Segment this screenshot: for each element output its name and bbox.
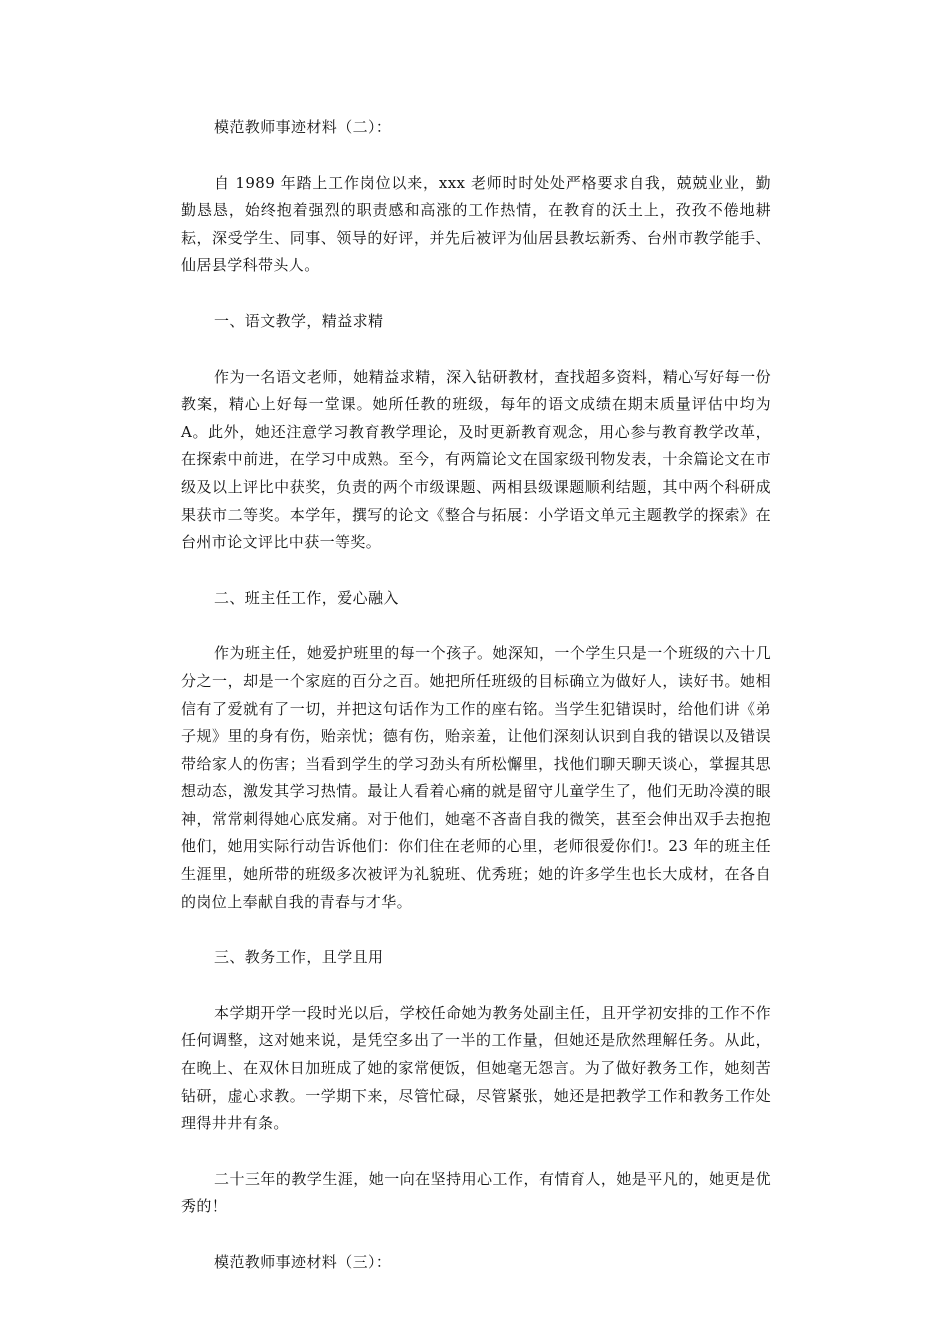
- class-teacher-paragraph: 作为班主任，她爱护班里的每一个孩子。她深知，一个学生只是一个班级的六十几分之一，却是一个家庭的百分之百。她把所任班级的目标确立为做好人，读好书。她相信有了爱就有了一切，并把这句话作为工作的座右铭。当学生犯错误时，给他们讲《弟子规》里的身有伤，贻亲忧；德有伤，贻亲羞，让他们深刻认识到自我的错误以及错误带给家人的伤害；当看到学生的学习劲头有所松懈里，找他们聊天聊天谈心，掌握其思想动态，激发其学习热情。最让人看着心痛的就是留守儿童学生了，他们无助冷漠的眼神，常常刺得她心底发痛。对于他们，她毫不吝啬自我的微笑，甚至会伸出双手去抱抱他们，她用实际行动告诉他们：你们住在老师的心里，老师很爱你们!。23 年的班主任生涯里，她所带的班级多次被评为礼貌班、优秀班；她的许多学生也长大成材，在各自的岗位上奉献自我的青春与才华。: [181, 644, 771, 911]
- academic-affairs-paragraph: 本学期开学一段时光以后，学校任命她为教务处副主任，且开学初安排的工作不作任何调整，这对她来说，是凭空多出了一半的工作量，但她还是欣然理解任务。从此，在晚上、在双休日加班成了她的家常便饭，但她毫无怨言。为了做好教务工作，她刻苦钻研，虚心求教。一学期下来，尽管忙碌，尽管紧张，她还是把教学工作和教务工作处理得井井有条。: [181, 1003, 771, 1133]
- section-title-material-two: 模范教师事迹材料（二）：: [214, 118, 392, 136]
- section-heading-academic-affairs: 三、教务工作，且学且用: [214, 948, 384, 967]
- closing-paragraph: 二十三年的教学生涯，她一向在坚持用心工作，有情育人，她是平凡的，她更是优秀的！: [181, 1169, 771, 1216]
- section-title-material-three: 模范教师事迹材料（三）：: [214, 1253, 392, 1271]
- document-body: [181, 114, 771, 1305]
- section-heading-chinese-teaching: 一、语文教学，精益求精: [214, 311, 384, 330]
- chinese-teaching-paragraph: 作为一名语文老师，她精益求精，深入钻研教材，查找超多资料，精心写好每一份教案，精心上好每一堂课。她所任教的班级，每年的语文成绩在期末质量评估中均为 A。此外，她还注意学习教育教学理论，及时更新教育观念，用心参与教育教学改革，在探索中前进，在学习中成熟。至今，有两篇论文在国家级刊物发表，十余篇论文在市级及以上评比中获奖，负责的两个市级课题、两相县级课题顺利结题，其中两个科研成果获市二等奖。本学年，撰写的论文《整合与拓展：小学语文单元主题教学的探索》在台州市论文评比中获一等奖。: [181, 367, 771, 552]
- intro-paragraph: 自 1989 年踏上工作岗位以来，xxx 老师时时处处严格要求自我，兢兢业业，勤勤恳恳，始终抱着强烈的职责感和高涨的工作热情，在教育的沃土上，孜孜不倦地耕耘，深受学生、同事、领导的好评，并先后被评为仙居县教坛新秀、台州市教学能手、仙居县学科带头人。: [181, 173, 771, 275]
- section-heading-class-teacher: 二、班主任工作，爱心融入: [214, 588, 399, 607]
